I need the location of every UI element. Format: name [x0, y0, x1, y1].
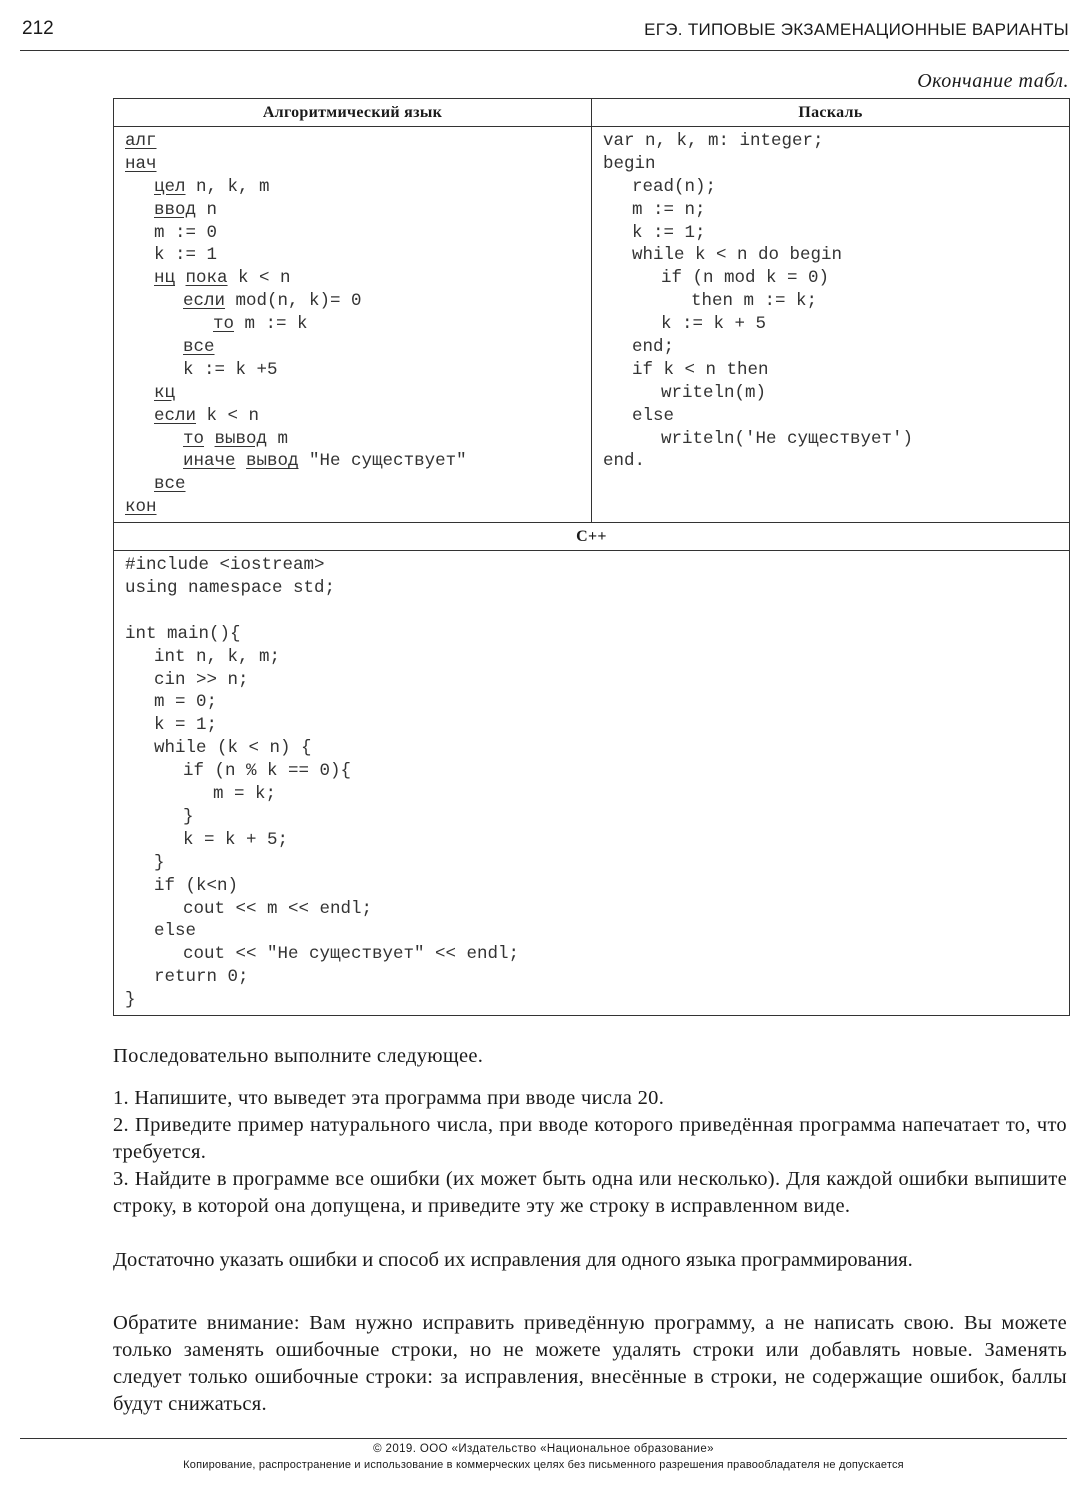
code-line	[603, 244, 1069, 267]
code-text: writeln('Не существует')	[661, 428, 914, 449]
footer-notice: Копирование, распространение и использование в коммерческих целях без письменного разрешения правообладателя не допускается	[183, 1459, 904, 1471]
pascal-header: Паскаль	[592, 99, 1070, 127]
code-text: if k < n then	[632, 359, 769, 380]
code-line	[603, 290, 1069, 313]
code-text: k < n	[196, 405, 260, 426]
code-text: m := 0	[154, 222, 218, 243]
code-text: return 0;	[154, 967, 249, 988]
running-header: ЕГЭ. ТИПОВЫЕ ЭКЗАМЕНАЦИОННЫЕ ВАРИАНТЫ	[644, 20, 1069, 39]
code-line	[125, 450, 591, 473]
code-text: begin	[603, 153, 656, 174]
code-line	[125, 623, 1069, 646]
code-text: k = 1;	[154, 715, 218, 736]
code-text: writeln(m)	[661, 382, 767, 403]
code-text: if (n mod k = 0)	[661, 268, 830, 289]
code-line	[603, 428, 1069, 451]
keyword: то	[183, 428, 205, 449]
code-line	[125, 806, 1069, 829]
code-text: }	[154, 852, 165, 873]
footer-copyright: © 2019. ООО «Издательство «Национальное образование»	[373, 1443, 714, 1455]
code-table	[113, 98, 1070, 1016]
code-text: int main(){	[125, 623, 241, 644]
keyword: все	[183, 337, 215, 358]
code-text: #include <iostream>	[125, 555, 325, 576]
code-text: end.	[603, 451, 646, 472]
code-text: end;	[632, 337, 675, 358]
code-text: }	[183, 806, 194, 827]
code-text: if (n % k == 0){	[183, 761, 352, 782]
algorithmic-code	[114, 127, 591, 522]
code-text: n, k, m	[185, 176, 270, 197]
code-line	[125, 313, 591, 336]
code-line	[603, 176, 1069, 199]
code-text: cin >> n;	[154, 669, 249, 690]
code-text: mod(n, k)= 0	[225, 291, 362, 312]
code-line	[125, 153, 591, 176]
code-line	[125, 989, 1069, 1012]
code-line	[125, 898, 1069, 921]
keyword: то	[213, 314, 235, 335]
code-text: else	[154, 921, 197, 942]
code-text: m = 0;	[154, 692, 218, 713]
code-line	[125, 176, 591, 199]
code-line	[125, 222, 591, 245]
code-text: using namespace std;	[125, 578, 336, 599]
code-text: m := k	[234, 314, 308, 335]
code-text: read(n);	[632, 176, 717, 197]
task-item-4: Достаточно указать ошибки и способ их исправления для одного языка программирования.	[113, 1249, 913, 1271]
code-line	[125, 405, 591, 428]
code-line	[125, 646, 1069, 669]
cpp-code	[114, 551, 1069, 1015]
keyword: вывод	[246, 451, 299, 472]
task-item-3: 3. Найдите в программе все ошибки (их может быть одна или несколько). Для каждой ошибки выпишите строку, в которой она допущена, и приведите эту же строку в исправленном виде.	[113, 1168, 1067, 1217]
code-line	[603, 153, 1069, 176]
code-text: m := n;	[632, 199, 706, 220]
keyword: цел	[154, 176, 186, 197]
code-line	[603, 199, 1069, 222]
task-note: Обратите внимание: Вам нужно исправить приведённую программу, а не написать свою. Вы можете только заменять ошибочные строки, но не можете удалять строки или добавлять новые. Заменять следует только ошибочные строки: за исправления, внесённые в строки, не содержащие ошибок, баллы будут снижаться.	[113, 1312, 1067, 1415]
code-text: var n, k, m: integer;	[603, 131, 824, 151]
code-line	[125, 336, 591, 359]
code-line	[125, 875, 1069, 898]
code-line	[125, 382, 591, 405]
keyword: кон	[125, 497, 157, 518]
keyword: ввод	[154, 199, 197, 220]
table-caption: Окончание табл.	[917, 70, 1069, 92]
code-line	[125, 669, 1069, 692]
keyword: если	[183, 291, 226, 312]
code-line	[125, 691, 1069, 714]
code-line	[125, 428, 591, 451]
code-line	[125, 267, 591, 290]
code-text: m	[267, 428, 289, 449]
code-text: while k < n do begin	[632, 245, 843, 266]
keyword: иначе	[183, 451, 236, 472]
keyword: нц	[154, 268, 176, 289]
code-text: }	[125, 990, 136, 1011]
code-line	[125, 199, 591, 222]
code-text: then m := k;	[691, 291, 818, 312]
page-number: 212	[22, 18, 54, 39]
code-text: k := k + 5	[661, 314, 767, 335]
code-line	[125, 852, 1069, 875]
code-text: "Не существует"	[298, 451, 467, 472]
code-line	[603, 359, 1069, 382]
code-line	[603, 450, 1069, 473]
code-line	[125, 737, 1069, 760]
code-text: k := 1;	[632, 222, 706, 243]
code-line	[603, 336, 1069, 359]
code-line	[603, 130, 1069, 153]
code-text: k := k +5	[183, 359, 278, 380]
task-intro: Последовательно выполните следующее.	[113, 1045, 484, 1067]
code-line	[125, 359, 591, 382]
code-text: while (k < n) {	[154, 738, 312, 759]
code-line	[125, 290, 591, 313]
keyword: алг	[125, 131, 157, 151]
code-line	[125, 966, 1069, 989]
code-line	[603, 405, 1069, 428]
code-line	[125, 600, 1069, 623]
code-text: k := 1	[154, 245, 218, 266]
keyword: кц	[154, 382, 176, 403]
code-line	[125, 760, 1069, 783]
code-line	[125, 130, 591, 153]
code-text: k < n	[227, 268, 291, 289]
code-line	[125, 714, 1069, 737]
keyword: пока	[185, 268, 228, 289]
code-line	[603, 222, 1069, 245]
code-line	[603, 382, 1069, 405]
code-text: if (k<n)	[154, 875, 239, 896]
code-line	[125, 496, 591, 519]
algorithmic-header: Алгоритмический язык	[114, 99, 592, 127]
code-line	[125, 920, 1069, 943]
code-text: m = k;	[213, 784, 277, 805]
code-text: int n, k, m;	[154, 646, 281, 667]
code-line	[125, 943, 1069, 966]
code-line	[125, 783, 1069, 806]
code-line	[125, 577, 1069, 600]
code-line	[125, 244, 591, 267]
code-line	[603, 313, 1069, 336]
header-rule	[20, 50, 1069, 51]
cpp-header: С++	[114, 523, 1070, 551]
code-line	[125, 554, 1069, 577]
task-item-2: 2. Приведите пример натурального числа, при вводе которого приведённая программа напечатает то, что требуется.	[113, 1114, 1067, 1163]
code-line	[603, 267, 1069, 290]
keyword: нач	[125, 153, 157, 174]
code-text: else	[632, 405, 675, 426]
code-text: cout << m << endl;	[183, 898, 373, 919]
keyword: если	[154, 405, 197, 426]
pascal-code	[592, 127, 1069, 476]
code-text: n	[196, 199, 218, 220]
keyword: все	[154, 474, 186, 495]
keyword: вывод	[214, 428, 268, 449]
code-text: k = k + 5;	[183, 829, 289, 850]
code-line	[125, 473, 591, 496]
task-item-1: 1. Напишите, что выведет эта программа при вводе числа 20.	[113, 1087, 665, 1109]
code-text: cout << "Не существует" << endl;	[183, 944, 520, 965]
footer-rule	[20, 1438, 1067, 1439]
code-line	[125, 829, 1069, 852]
